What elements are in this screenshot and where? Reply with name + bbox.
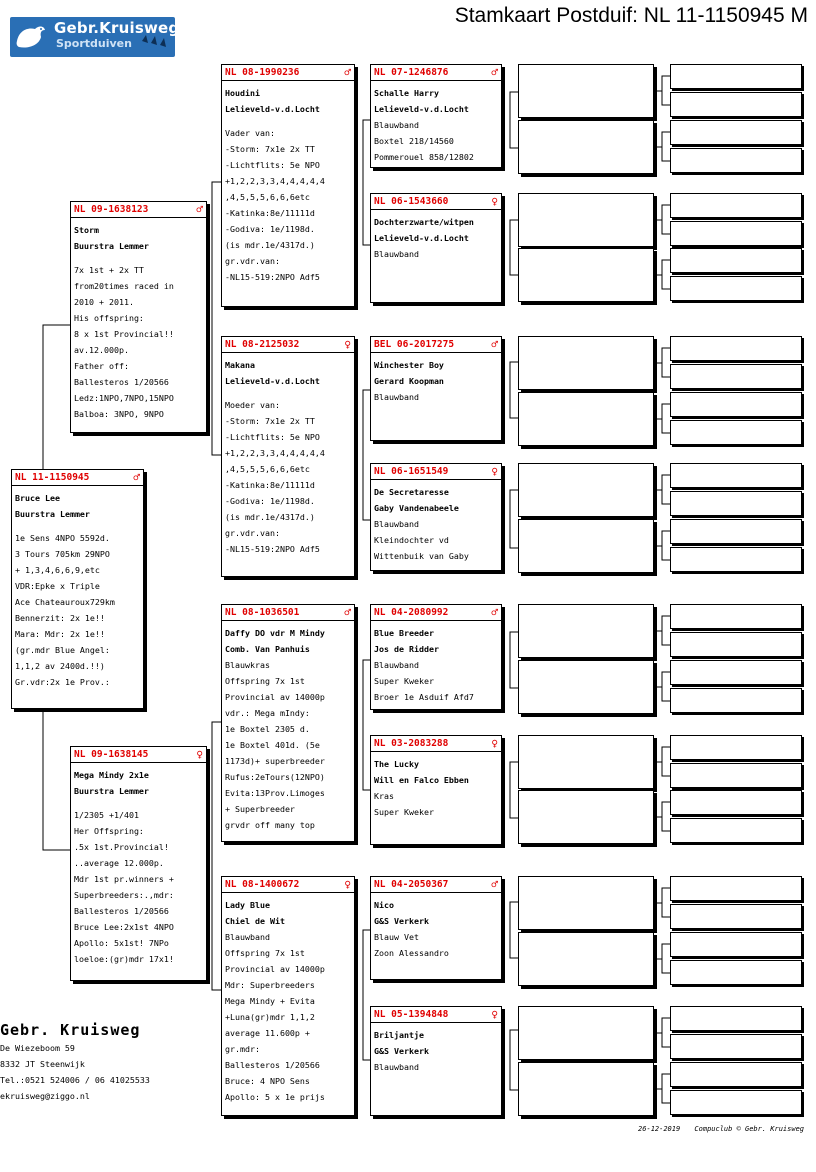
ring-number: NL 05-1394848: [374, 1009, 449, 1020]
breeder-address: De Wiezeboom 59: [0, 1043, 75, 1053]
info-line: Blauwband: [374, 519, 419, 529]
father-card: [70, 201, 207, 433]
empty-ancestor-box-small: [670, 1090, 802, 1115]
info-line: gr.vdr.van:: [225, 256, 280, 266]
ring-number: NL 09-1638145: [74, 749, 149, 760]
ring-header: [371, 65, 501, 81]
info-line: 1e Boxtel 401d. (5e: [225, 740, 320, 750]
female-symbol-icon: ♀: [491, 465, 498, 478]
info-line: -Godiva: 1e/1198d.: [225, 224, 315, 234]
info-line: ,4,5,5,5,6,6,6etc: [225, 464, 310, 474]
empty-ancestor-box-small: [670, 1034, 802, 1059]
breeder-name-line: Will en Falco Ebben: [374, 775, 469, 785]
pigeon-name: Winchester Boy: [374, 360, 444, 370]
empty-ancestor-box-small: [670, 688, 802, 713]
info-line: .5x 1st.Provincial!: [74, 842, 169, 852]
info-line: Provincial av 14000p: [225, 692, 325, 702]
ring-header: [12, 470, 143, 486]
breeder-name-line: Jos de Ridder: [374, 644, 439, 654]
female-symbol-icon: ♀: [344, 338, 351, 351]
logo-line1: Gebr.Kruisweg: [54, 19, 180, 37]
info-line: 1/2305 +1/401: [74, 810, 139, 820]
info-line: Father off:: [74, 361, 129, 371]
info-line: -Storm: 7x1e 2x TT: [225, 144, 315, 154]
info-line: -Lichtflits: 5e NPO: [225, 432, 320, 442]
club-logo: [10, 17, 180, 57]
gp2-card: [221, 336, 355, 577]
ring-number: NL 06-1543660: [374, 196, 449, 207]
info-line: 1e Boxtel 2305 d.: [225, 724, 310, 734]
ring-number: NL 03-2083288: [374, 738, 449, 749]
empty-ancestor-box-small: [670, 876, 802, 901]
info-line: Broer 1e Asduif Afd7: [374, 692, 474, 702]
ring-number: NL 07-1246876: [374, 67, 449, 78]
info-line: Pommerouel 858/12802: [374, 152, 474, 162]
info-line: 1,1,2 av 2400d.!!): [15, 661, 105, 671]
info-line: ,4,5,5,5,6,6,6etc: [225, 192, 310, 202]
empty-ancestor-box: [518, 463, 654, 517]
info-line: +1,2,2,3,3,4,4,4,4,4: [225, 176, 325, 186]
breeder-name-line: Lelieveld-v.d.Locht: [374, 104, 469, 114]
info-line: (is mdr.1e/4317d.): [225, 512, 315, 522]
ring-header: [222, 337, 354, 353]
ring-number: NL 09-1638123: [74, 204, 149, 215]
empty-ancestor-box-small: [670, 64, 802, 89]
info-line: -Katinka:8e/11111d: [225, 480, 315, 490]
info-line: gr.vdr.van:: [225, 528, 280, 538]
info-line: Apollo: 5x1st! 7NPo: [74, 938, 169, 948]
empty-ancestor-box-small: [670, 392, 802, 417]
empty-ancestor-box: [518, 120, 654, 174]
info-line: Blauwband: [374, 392, 419, 402]
info-line: +1,2,2,3,3,4,4,4,4,4: [225, 448, 325, 458]
empty-ancestor-box-small: [670, 120, 802, 145]
ring-header: [71, 747, 206, 763]
female-symbol-icon: ♀: [491, 195, 498, 208]
info-line: Gr.vdr:2x 1e Prov.:: [15, 677, 110, 687]
info-line: Zoon Alessandro: [374, 948, 449, 958]
breeder-phone: Tel.:0521 524006 / 06 41025533: [0, 1075, 150, 1085]
info-line: -NL15-519:2NPO Adf5: [225, 544, 320, 554]
info-line: Mdr: Superbreeders: [225, 980, 315, 990]
ring-header: [71, 202, 206, 218]
pigeon-name: Lady Blue: [225, 900, 270, 910]
empty-ancestor-box: [518, 193, 654, 247]
info-line: Provincial av 14000p: [225, 964, 325, 974]
ring-header: [222, 605, 354, 621]
info-line: from20times raced in: [74, 281, 174, 291]
male-symbol-icon: ♂: [491, 338, 498, 351]
ring-number: NL 11-1150945: [15, 472, 90, 483]
info-line: VDR:Epke x Triple: [15, 581, 100, 591]
empty-ancestor-box-small: [670, 491, 802, 516]
female-symbol-icon: ♀: [196, 748, 203, 761]
female-symbol-icon: ♀: [344, 878, 351, 891]
pigeon-name: Daffy DO vdr M Mindy: [225, 628, 325, 638]
info-line: Balboa: 3NPO, 9NPO: [74, 409, 164, 419]
male-symbol-icon: ♂: [491, 606, 498, 619]
empty-ancestor-box: [518, 1006, 654, 1060]
ring-header: [371, 337, 501, 353]
ring-number: NL 08-2125032: [225, 339, 300, 350]
male-symbol-icon: ♂: [133, 471, 140, 484]
empty-ancestor-box-small: [670, 790, 802, 815]
breeder-info: [0, 1020, 150, 1104]
empty-ancestor-box-small: [670, 276, 802, 301]
info-line: Blauwband: [374, 660, 419, 670]
empty-ancestor-box-small: [670, 547, 802, 572]
info-line: 1e Sens 4NPO 5592d.: [15, 533, 110, 543]
ring-number: NL 08-1990236: [225, 67, 300, 78]
info-line: grvdr off many top: [225, 820, 315, 830]
breeder-name-line: Chiel de Wit: [225, 916, 285, 926]
info-line: (is mdr.1e/4317d.): [225, 240, 315, 250]
male-symbol-icon: ♂: [196, 203, 203, 216]
empty-ancestor-box: [518, 64, 654, 118]
empty-ancestor-box: [518, 932, 654, 986]
info-line: + 1,3,4,6,6,9,etc: [15, 565, 100, 575]
female-symbol-icon: ♀: [491, 737, 498, 750]
empty-ancestor-box-small: [670, 604, 802, 629]
footer-credit: Compuclub © Gebr. Kruisweg: [694, 1125, 804, 1133]
empty-ancestor-box-small: [670, 632, 802, 657]
breeder-name: Gebr. Kruisweg: [0, 1021, 141, 1039]
info-line: Mdr 1st pr.winners +: [74, 874, 174, 884]
info-line: +Luna(gr)mdr 1,1,2: [225, 1012, 315, 1022]
subject-card: [11, 469, 144, 709]
empty-ancestor-box-small: [670, 763, 802, 788]
breeder-name-line: Lelieveld-v.d.Locht: [225, 376, 320, 386]
info-line: -Godiva: 1e/1198d.: [225, 496, 315, 506]
empty-ancestor-box: [518, 876, 654, 930]
pigeon-name: The Lucky: [374, 759, 419, 769]
breeder-name-line: Gaby Vandenabeele: [374, 503, 459, 513]
empty-ancestor-box: [518, 1062, 654, 1116]
pigeon-icon: [13, 21, 47, 53]
gp1-card: [221, 64, 355, 307]
empty-ancestor-box-small: [670, 519, 802, 544]
empty-ancestor-box-small: [670, 735, 802, 760]
info-line: Boxtel 218/14560: [374, 136, 454, 146]
info-line: Moeder van:: [225, 400, 280, 410]
info-line: Mara: Mdr: 2x 1e!!: [15, 629, 105, 639]
empty-ancestor-box-small: [670, 1062, 802, 1087]
info-line: Ace Chateauroux729km: [15, 597, 115, 607]
info-line: Rufus:2eTours(12NPO): [225, 772, 325, 782]
info-line: 2010 + 2011.: [74, 297, 134, 307]
breeder-name-line: Buurstra Lemmer: [74, 241, 149, 251]
footer: [628, 1125, 804, 1133]
empty-ancestor-box: [518, 660, 654, 714]
ring-number: BEL 06-2017275: [374, 339, 455, 350]
ring-number: NL 08-1400672: [225, 879, 300, 890]
male-symbol-icon: ♂: [344, 606, 351, 619]
pigeon-name: Bruce Lee: [15, 493, 60, 503]
ggp7-card: [370, 876, 502, 980]
footer-date: 26-12-2019: [638, 1125, 681, 1133]
info-line: -Storm: 7x1e 2x TT: [225, 416, 315, 426]
gp4-card: [221, 876, 355, 1116]
breeder-email: ekruisweg@ziggo.nl: [0, 1091, 90, 1101]
female-symbol-icon: ♀: [491, 1008, 498, 1021]
ggp1-card: [370, 64, 502, 168]
pigeon-name: Storm: [74, 225, 99, 235]
male-symbol-icon: ♂: [491, 878, 498, 891]
info-line: Superbreeders:.,mdr:: [74, 890, 174, 900]
breeder-name-line: Buurstra Lemmer: [15, 509, 90, 519]
info-line: Super Kweker: [374, 807, 434, 817]
info-line: 8 x 1st Provincial!!: [74, 329, 174, 339]
ggp8-card: [370, 1006, 502, 1116]
breeder-name-line: G&S Verkerk: [374, 916, 429, 926]
info-line: Ballesteros 1/20566: [225, 1060, 320, 1070]
info-line: His offspring:: [74, 313, 144, 323]
pigeon-name: Nico: [374, 900, 394, 910]
pigeon-name: De Secretaresse: [374, 487, 449, 497]
gp3-card: [221, 604, 355, 842]
empty-ancestor-box-small: [670, 364, 802, 389]
info-line: Offspring 7x 1st: [225, 676, 305, 686]
empty-ancestor-box: [518, 248, 654, 302]
ring-header: [371, 194, 501, 210]
info-line: Vader van:: [225, 128, 275, 138]
empty-ancestor-box: [518, 735, 654, 789]
empty-ancestor-box-small: [670, 960, 802, 985]
ggp4-card: [370, 463, 502, 571]
info-line: Kras: [374, 791, 394, 801]
pigeon-name: Schalle Harry: [374, 88, 439, 98]
ring-header: [371, 605, 501, 621]
ggp5-card: [370, 604, 502, 710]
info-line: Super Kweker: [374, 676, 434, 686]
info-line: Her Offspring:: [74, 826, 144, 836]
pigeon-name: Mega Mindy 2x1e: [74, 770, 149, 780]
info-line: Blauwband: [374, 1062, 419, 1072]
info-line: loeloe:(gr)mdr 17x1!: [74, 954, 174, 964]
empty-ancestor-box: [518, 519, 654, 573]
info-line: Blauwband: [374, 120, 419, 130]
empty-ancestor-box: [518, 604, 654, 658]
breeder-name-line: G&S Verkerk: [374, 1046, 429, 1056]
empty-ancestor-box-small: [670, 248, 802, 273]
breeder-name-line: Buurstra Lemmer: [74, 786, 149, 796]
ring-header: [222, 65, 354, 81]
info-line: -NL15-519:2NPO Adf5: [225, 272, 320, 282]
info-line: Wittenbuik van Gaby: [374, 551, 469, 561]
info-line: Blauw Vet: [374, 932, 419, 942]
ring-header: [222, 877, 354, 893]
info-line: vdr.: Mega mIndy:: [225, 708, 310, 718]
pigeon-name: Houdini: [225, 88, 260, 98]
ring-number: NL 04-2080992: [374, 607, 449, 618]
empty-ancestor-box: [518, 336, 654, 390]
ring-header: [371, 736, 501, 752]
info-line: Mega Mindy + Evita: [225, 996, 315, 1006]
info-line: Bruce Lee:2x1st 4NPO: [74, 922, 174, 932]
ring-number: NL 06-1651549: [374, 466, 449, 477]
empty-ancestor-box: [518, 790, 654, 844]
info-line: Ledz:1NPO,7NPO,15NPO: [74, 393, 174, 403]
empty-ancestor-box-small: [670, 660, 802, 685]
empty-ancestor-box-small: [670, 904, 802, 929]
flying-birds-icon: [140, 31, 170, 51]
empty-ancestor-box-small: [670, 1006, 802, 1031]
page-title: Stamkaart Postduif: NL 11-1150945 M: [454, 4, 808, 27]
info-line: Blauwband: [374, 249, 419, 259]
breeder-name-line: Lelieveld-v.d.Locht: [374, 233, 469, 243]
pigeon-name: Briljantje: [374, 1030, 424, 1040]
info-line: 7x 1st + 2x TT: [74, 265, 144, 275]
info-line: Ballesteros 1/20566: [74, 377, 169, 387]
ring-number: NL 04-2050367: [374, 879, 449, 890]
info-line: Evita:13Prov.Limoges: [225, 788, 325, 798]
breeder-name-line: Comb. Van Panhuis: [225, 644, 310, 654]
info-line: Blauwband: [225, 932, 270, 942]
ggp6-card: [370, 735, 502, 845]
mother-card: [70, 746, 207, 981]
ring-header: [371, 1007, 501, 1023]
ggp2-card: [370, 193, 502, 303]
info-line: Bruce: 4 NPO Sens: [225, 1076, 310, 1086]
info-line: Offspring 7x 1st: [225, 948, 305, 958]
breeder-name-line: Lelieveld-v.d.Locht: [225, 104, 320, 114]
ggp3-card: [370, 336, 502, 441]
ring-number: NL 08-1036501: [225, 607, 300, 618]
empty-ancestor-box-small: [670, 463, 802, 488]
pigeon-name: Blue Breeder: [374, 628, 434, 638]
info-line: Bennerzit: 2x 1e!!: [15, 613, 105, 623]
empty-ancestor-box-small: [670, 92, 802, 117]
info-line: + Superbreeder: [225, 804, 295, 814]
info-line: Blauwkras: [225, 660, 270, 670]
info-line: Ballesteros 1/20566: [74, 906, 169, 916]
pigeon-name: Dochterzwarte/witpen: [374, 217, 474, 227]
empty-ancestor-box-small: [670, 221, 802, 246]
info-line: ..average 12.000p.: [74, 858, 164, 868]
info-line: 3 Tours 705km 29NPO: [15, 549, 110, 559]
info-line: -Katinka:8e/11111d: [225, 208, 315, 218]
empty-ancestor-box-small: [670, 818, 802, 843]
info-line: (gr.mdr Blue Angel:: [15, 645, 110, 655]
info-line: av.12.000p.: [74, 345, 129, 355]
info-line: Apollo: 5 x 1e prijs: [225, 1092, 325, 1102]
ring-header: [371, 877, 501, 893]
empty-ancestor-box-small: [670, 336, 802, 361]
info-line: Kleindochter vd: [374, 535, 449, 545]
logo-line2: Sportduiven: [56, 37, 132, 50]
info-line: 1173d)+ superbreeder: [225, 756, 325, 766]
empty-ancestor-box-small: [670, 420, 802, 445]
breeder-city: 8332 JT Steenwijk: [0, 1059, 85, 1069]
empty-ancestor-box-small: [670, 148, 802, 173]
pigeon-name: Makana: [225, 360, 255, 370]
info-line: average 11.600p +: [225, 1028, 310, 1038]
empty-ancestor-box: [518, 392, 654, 446]
breeder-name-line: Gerard Koopman: [374, 376, 444, 386]
empty-ancestor-box-small: [670, 932, 802, 957]
empty-ancestor-box-small: [670, 193, 802, 218]
info-line: gr.mdr:: [225, 1044, 260, 1054]
ring-header: [371, 464, 501, 480]
male-symbol-icon: ♂: [344, 66, 351, 79]
info-line: -Lichtflits: 5e NPO: [225, 160, 320, 170]
male-symbol-icon: ♂: [491, 66, 498, 79]
